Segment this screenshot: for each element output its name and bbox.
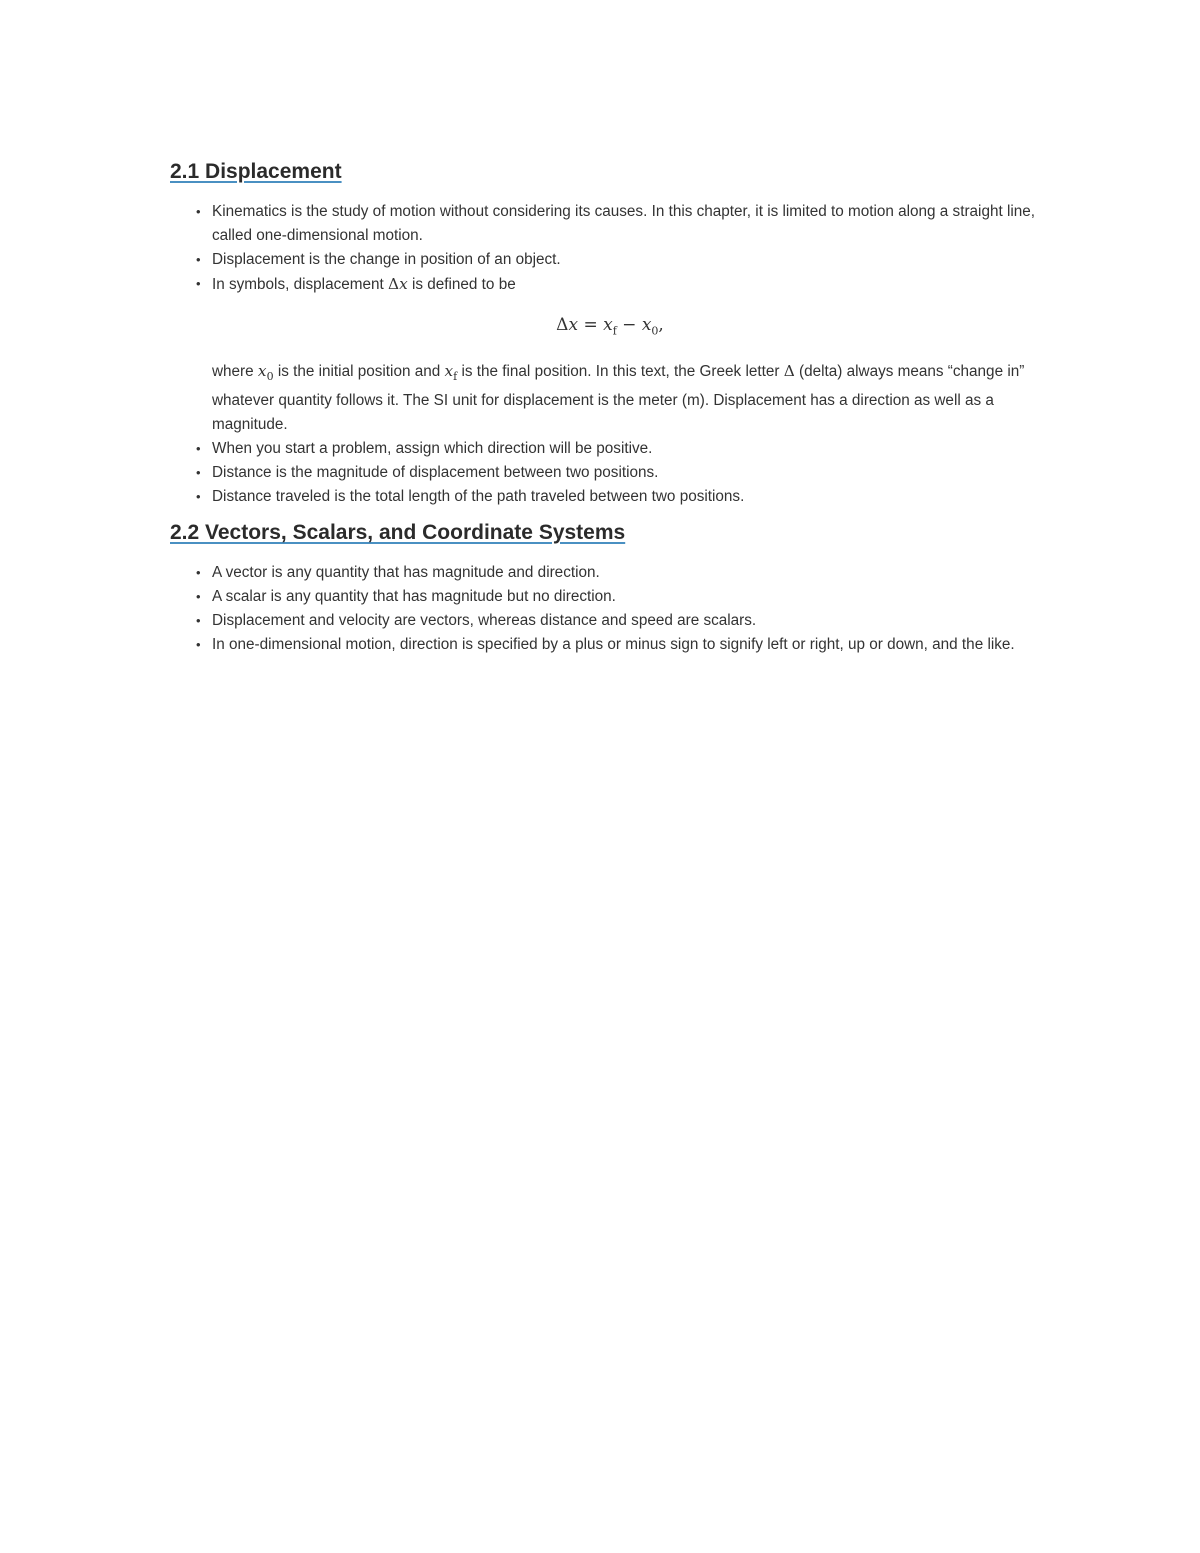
equation-x0: x	[641, 315, 652, 335]
xf-symbol: x	[444, 362, 454, 381]
bullet-icon: •	[196, 441, 201, 457]
equation-x: x	[568, 315, 579, 335]
bullet-icon: •	[196, 613, 201, 628]
bullet-text: When you start a problem, assign which direction will be positive.	[212, 440, 653, 458]
bullet-text: is the final position. In this text, the Greek letter	[461, 363, 780, 381]
bullet-text: Distance is the magnitude of displacement between two positions.	[212, 464, 659, 482]
xf-subscript: f	[453, 370, 458, 384]
bullet-text: A vector is any quantity that has magnitude and direction.	[212, 564, 600, 581]
bullet-icon: •	[196, 637, 201, 652]
list-item	[170, 609, 1050, 633]
list-item	[170, 633, 1050, 657]
bullet-text: In symbols, displacement	[212, 276, 384, 293]
bullet-text: A scalar is any quantity that has magnitude but no direction.	[212, 588, 616, 605]
bullet-icon: •	[196, 204, 201, 219]
list-item	[170, 272, 1050, 437]
section-heading-vectors: 2.2 Vectors, Scalars, and Coordinate Systems	[170, 521, 626, 544]
equation-equals: =	[583, 315, 598, 335]
list-item	[170, 585, 1050, 609]
bullet-text: Displacement and velocity are vectors, whereas distance and speed are scalars.	[212, 612, 757, 629]
list-item	[170, 461, 1050, 485]
delta-symbol: Δ	[388, 275, 400, 293]
bullet-list-displacement	[170, 200, 1050, 509]
list-item	[170, 200, 1050, 248]
bullet-icon: •	[196, 489, 201, 505]
equation-sub-f: f	[612, 324, 617, 338]
displacement-equation	[170, 311, 1050, 345]
bullet-text: (delta) always means “change in” whatever quantity follows it. The SI unit for displacement is the meter (m). Displacement has a direction as well as a magnitude.	[212, 363, 1025, 434]
section-vectors-scalars	[170, 519, 1050, 657]
bullet-text: is defined to be	[411, 276, 516, 293]
list-item	[170, 485, 1050, 509]
bullet-text: In one-dimensional motion, direction is specified by a plus or minus sign to signify left or right, up or down, and the like.	[212, 636, 1015, 653]
bullet-text: Distance traveled is the total length of the path traveled between two positions.	[212, 488, 745, 506]
equation-sub-0: 0	[651, 324, 659, 338]
bullet-list-vectors	[170, 561, 1050, 657]
x-symbol: x	[399, 275, 408, 293]
equation-comma: ,	[658, 315, 664, 335]
equation-xf: x	[603, 315, 613, 335]
list-item	[170, 248, 1050, 272]
list-item	[170, 437, 1050, 461]
bullet-text: where	[212, 363, 254, 381]
equation-minus: −	[622, 315, 637, 335]
section-displacement	[170, 158, 1050, 509]
x0-symbol: x	[257, 362, 267, 381]
bullet-icon: •	[196, 589, 201, 604]
x0-subscript: 0	[266, 370, 274, 384]
bullet-icon: •	[196, 252, 201, 267]
delta-symbol: Δ	[783, 362, 795, 381]
section-heading-displacement: 2.1 Displacement	[170, 160, 342, 183]
bullet-text: Displacement is the change in position of an object.	[212, 251, 561, 268]
bullet-icon: •	[196, 565, 201, 580]
bullet-icon: •	[196, 465, 201, 481]
bullet-icon: •	[196, 276, 201, 291]
list-item	[170, 561, 1050, 585]
equation-delta: Δ	[556, 315, 569, 335]
bullet-text: Kinematics is the study of motion without considering its causes. In this chapter, it is limited to motion along a straight line, called one-dimensional motion.	[212, 203, 1036, 244]
bullet-text: is the initial position and	[277, 363, 441, 381]
